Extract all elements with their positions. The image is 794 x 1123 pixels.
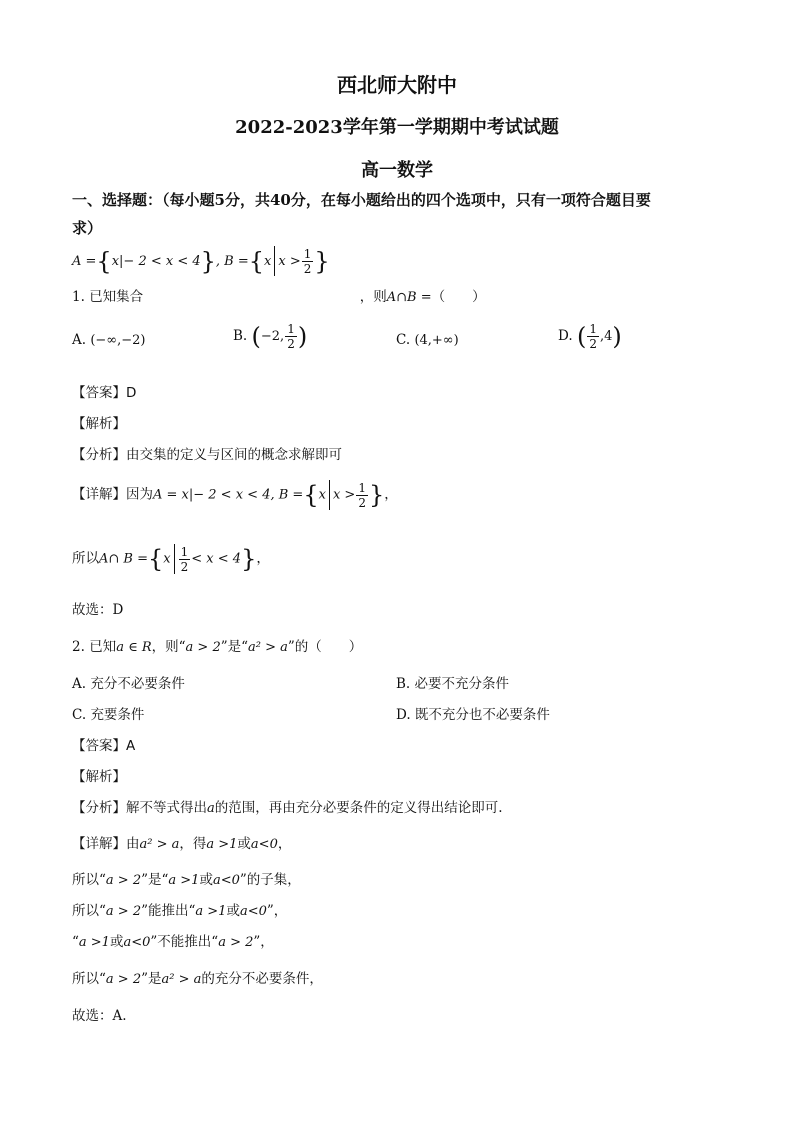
section-heading: 一、选择题：（每小题5分，共40分，在每小题给出的四个选项中，只有一项符合题目要 求） xyxy=(72,191,651,237)
q1-choose: 故选：D xyxy=(72,602,124,618)
q1-so: 所以A∩ B ={x $\frac{1}{2}$ < x < 4}， xyxy=(72,544,270,574)
q1-stem: A ={x|− 2 < x < 4}, B ={x x > $\frac{1}{2}$ } xyxy=(72,246,330,276)
q2-xiangjie-line4: “a >1或a<0”不能推出“a > 2”， xyxy=(72,934,274,950)
q1-option-d: D. ( $\frac{1}{2}$ ,4) xyxy=(558,322,622,351)
q2-answer: 【答案】A xyxy=(72,738,136,754)
q1-analysis-tag: 【解析】 xyxy=(72,416,126,432)
q2-fenxi: 【分析】解不等式得出a的范围，再由充分必要条件的定义得出结论即可. xyxy=(72,800,503,816)
school-title: 西北师大附中 xyxy=(337,73,457,97)
q1-option-b: B. (−2, $\frac{1}{2}$ ) xyxy=(233,322,308,351)
q2-xiangjie-line1: 【详解】由a² > a，得a >1或a<0， xyxy=(72,836,292,852)
q1-option-c: C. (4,+∞) xyxy=(396,332,459,348)
q2-option-d: D. 既不充分也不必要条件 xyxy=(396,707,550,723)
q1-xiangjie: 【详解】因为A = x|− 2 < x < 4, B ={x x > $\frac{1}{2}$ }， xyxy=(72,480,398,510)
q2-xiangjie-line5: 所以“a > 2”是a² > a的充分不必要条件， xyxy=(72,971,323,987)
q2-stem: 2. 已知a ∈ R，则“a > 2”是“a² > a”的（ ） xyxy=(72,639,363,655)
q1-option-a: A. (−∞,−2) xyxy=(72,332,146,348)
q1-fenxi: 【分析】由交集的定义与区间的概念求解即可 xyxy=(72,447,342,463)
exam-title: 2022-2023学年第一学期期中考试试题 xyxy=(235,117,559,138)
q1-answer: 【答案】D xyxy=(72,385,137,401)
q2-analysis-tag: 【解析】 xyxy=(72,769,126,785)
subject-title: 高一数学 xyxy=(361,160,433,181)
q2-option-a: A. 充分不必要条件 xyxy=(72,676,185,692)
q2-xiangjie-line2: 所以“a > 2”是“a >1或a<0”的子集， xyxy=(72,872,301,888)
q2-option-b: B. 必要不充分条件 xyxy=(396,676,510,692)
q2-option-c: C. 充要条件 xyxy=(72,707,145,723)
q1-stem-line: 1. 已知集合 ，则A∩B =（ ） xyxy=(72,289,486,305)
q2-xiangjie-line3: 所以“a > 2”能推出“a >1或a<0”， xyxy=(72,903,288,919)
q2-choose: 故选：A. xyxy=(72,1008,127,1024)
